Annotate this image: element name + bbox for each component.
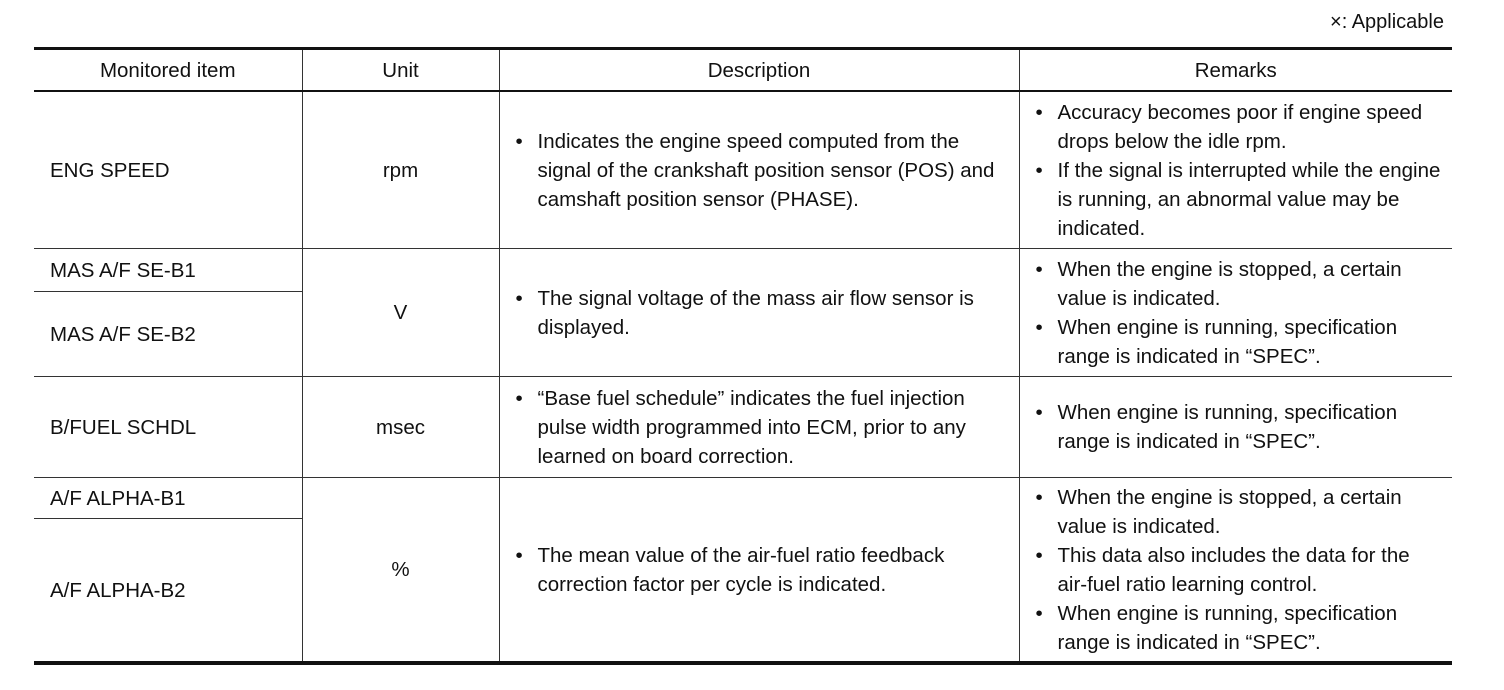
unit-cell: msec	[302, 377, 499, 478]
table-row	[34, 478, 1452, 519]
remarks-cell	[1019, 249, 1452, 377]
description-cell	[499, 91, 1019, 249]
monitored-item: B/FUEL SCHDL	[34, 377, 302, 478]
table-row	[34, 377, 1452, 478]
remark-bullet: • When engine is running, specification range is indicated in “SPEC”.	[1034, 599, 1445, 657]
table-row	[34, 249, 1452, 292]
remarks-cell	[1019, 377, 1452, 478]
remarks-cell	[1019, 91, 1452, 249]
monitor-item-table	[34, 47, 1452, 665]
unit-cell: rpm	[302, 91, 499, 249]
monitored-item: MAS A/F SE-B2	[34, 292, 302, 377]
description-bullet: • The signal voltage of the mass air flow sensor is displayed.	[514, 284, 1009, 342]
remarks-cell	[1019, 478, 1452, 664]
header-row	[34, 49, 1452, 92]
description-cell	[499, 377, 1019, 478]
remark-bullet: • When engine is running, specification range is indicated in “SPEC”.	[1034, 313, 1445, 371]
remark-bullet: • When the engine is stopped, a certain value is indicated.	[1034, 483, 1445, 541]
description-bullet: • “Base fuel schedule” indicates the fuel injection pulse width programmed into ECM, prior to any learned on board correction.	[514, 384, 1009, 471]
header-remarks: Remarks	[1019, 49, 1452, 92]
header-unit: Unit	[302, 49, 499, 92]
monitored-item: MAS A/F SE-B1	[34, 249, 302, 292]
unit-cell: V	[302, 249, 499, 377]
description-bullet: • The mean value of the air-fuel ratio feedback correction factor per cycle is indicated.	[514, 541, 1009, 599]
description-cell	[499, 249, 1019, 377]
header-description: Description	[499, 49, 1019, 92]
description-cell	[499, 478, 1019, 664]
remark-bullet: • This data also includes the data for the air-fuel ratio learning control.	[1034, 541, 1445, 599]
header-monitored-item: Monitored item	[34, 49, 302, 92]
monitored-item: ENG SPEED	[34, 91, 302, 249]
applicable-note: ×: Applicable	[1330, 11, 1444, 33]
monitored-item: A/F ALPHA-B1	[34, 478, 302, 519]
remark-bullet: • Accuracy becomes poor if engine speed drops below the idle rpm.	[1034, 98, 1445, 156]
remark-bullet: • When the engine is stopped, a certain value is indicated.	[1034, 255, 1445, 313]
table-row	[34, 91, 1452, 249]
description-bullet: • Indicates the engine speed computed from the signal of the crankshaft position sensor (POS) and camshaft position sensor (PHASE).	[514, 127, 1009, 214]
remark-bullet: • When engine is running, specification range is indicated in “SPEC”.	[1034, 398, 1445, 456]
monitored-item: A/F ALPHA-B2	[34, 519, 302, 664]
remark-bullet: • If the signal is interrupted while the engine is running, an abnormal value may be indicated.	[1034, 156, 1445, 243]
unit-cell: %	[302, 478, 499, 664]
